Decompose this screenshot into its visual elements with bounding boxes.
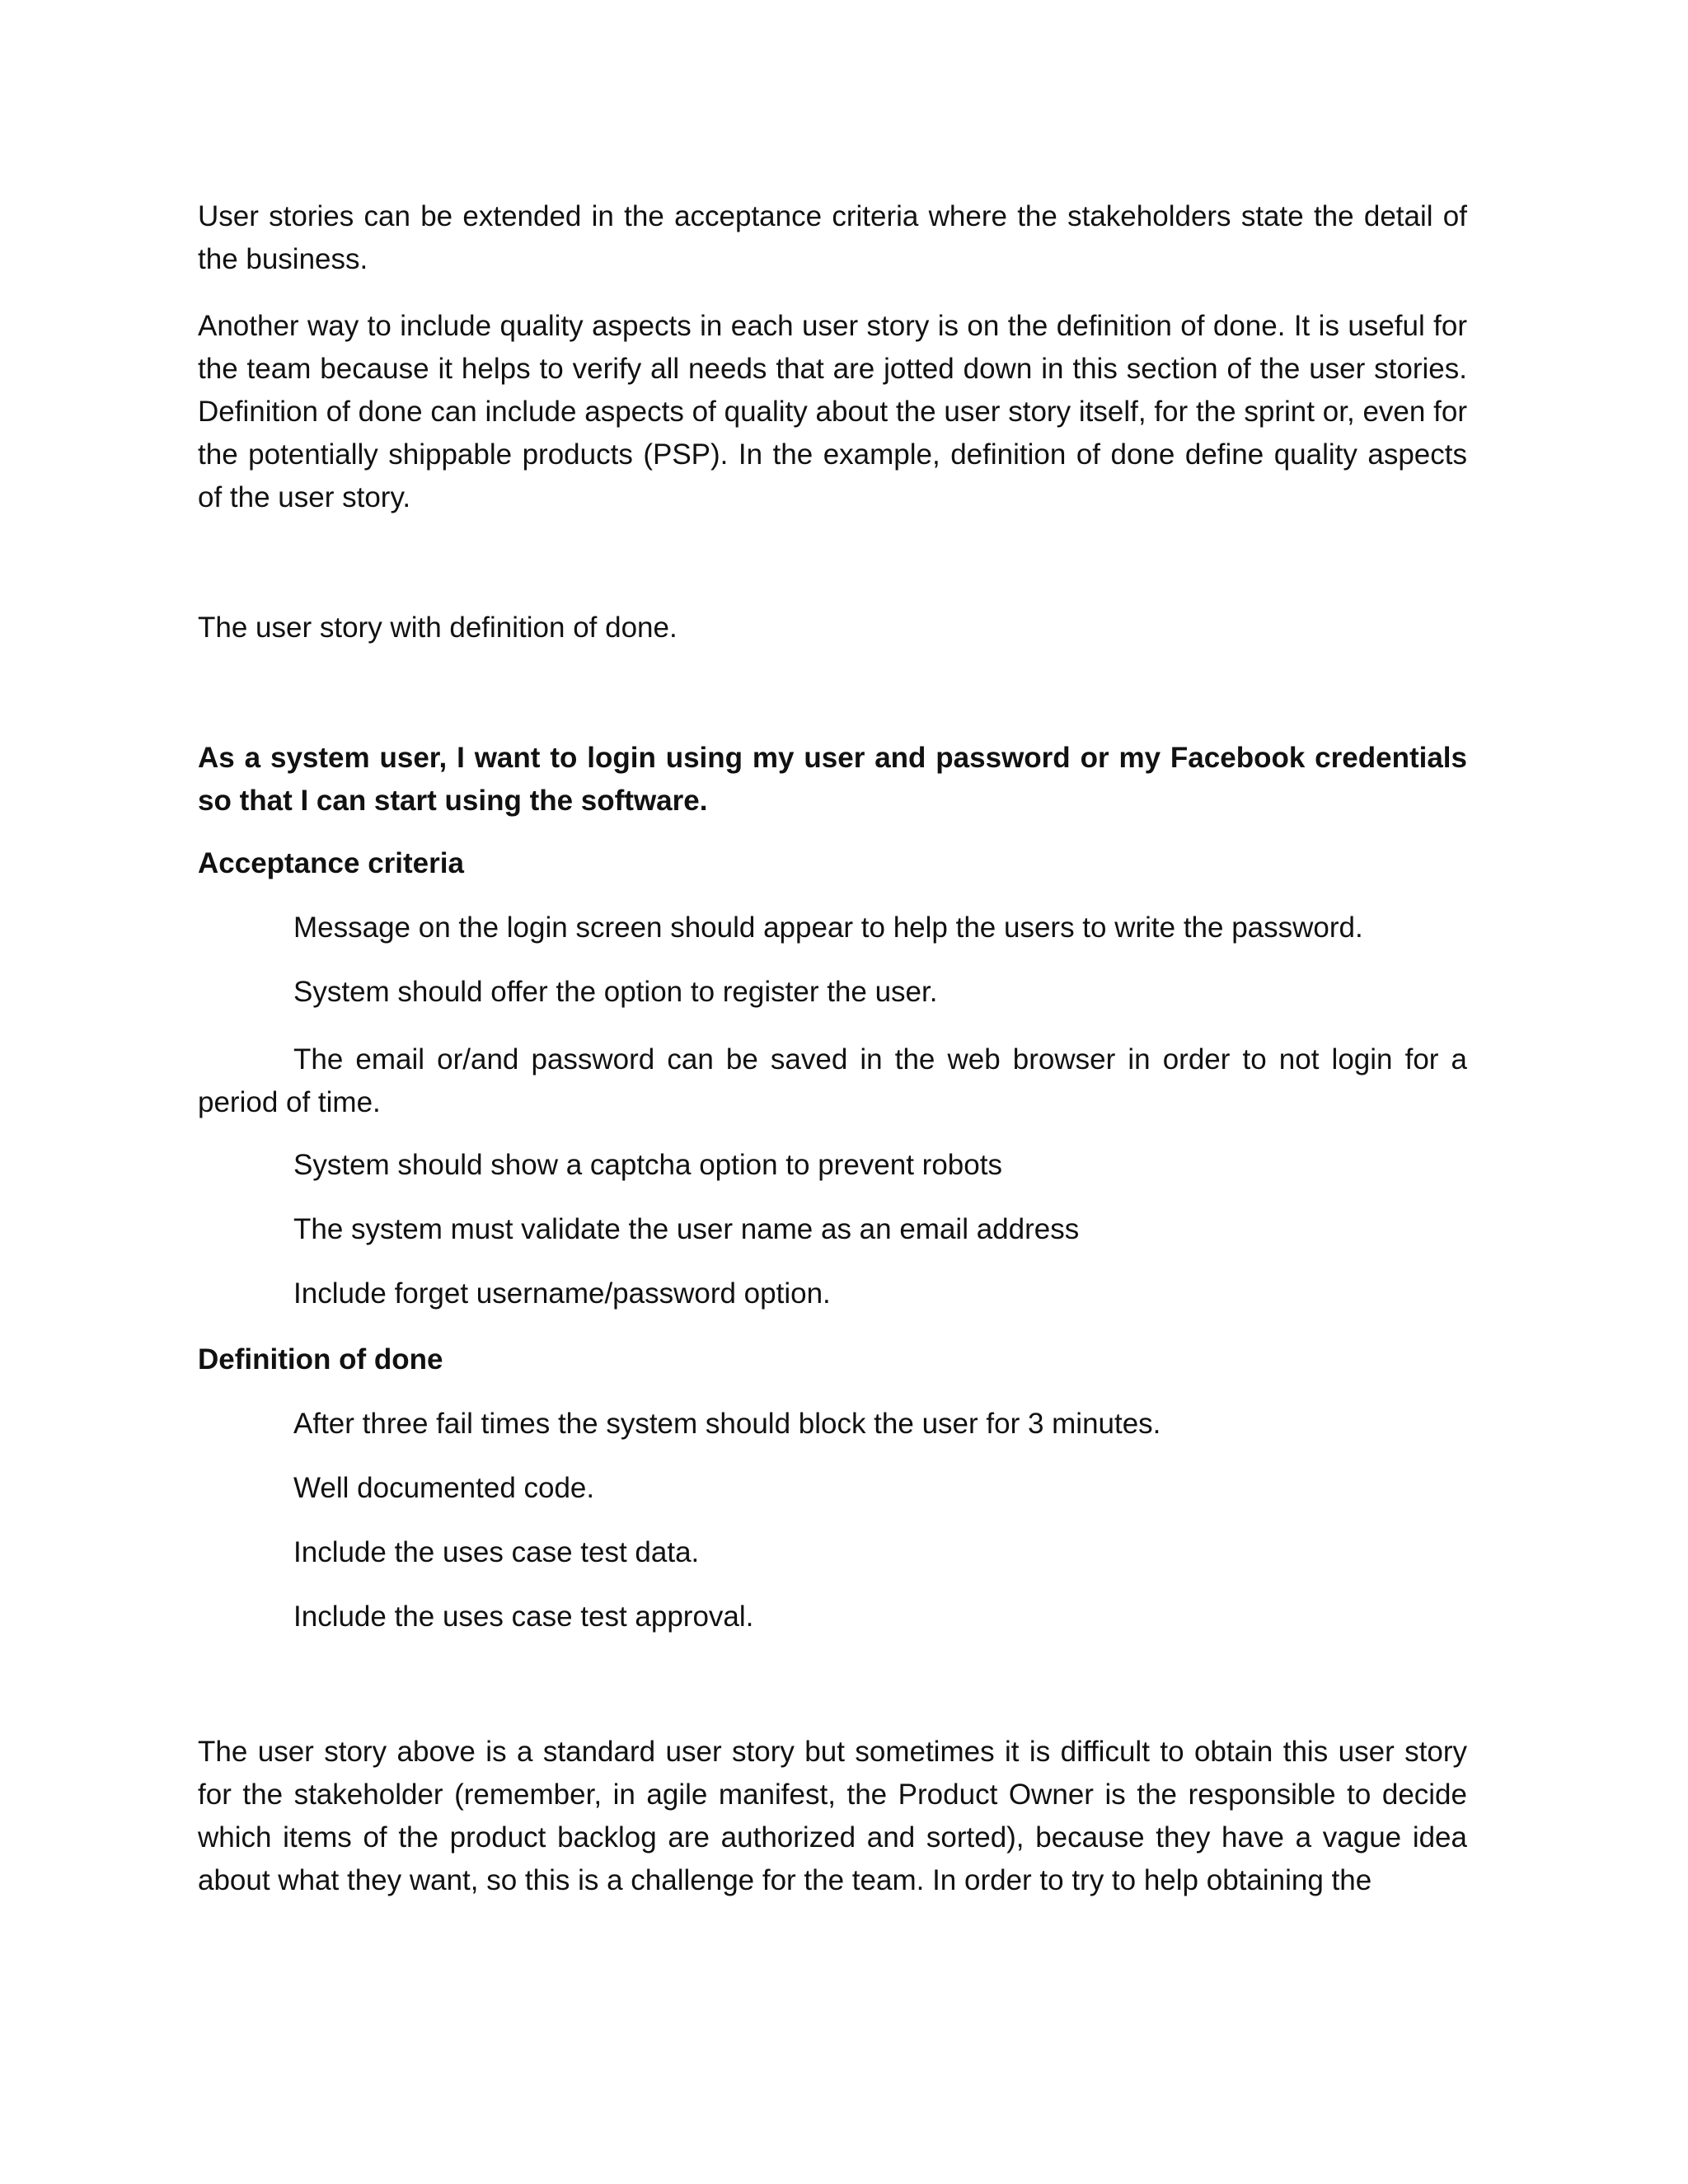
acceptance-criterion-3: The email or/and password can be saved in the web browser in order to not login for a period of time. [198,1043,1467,1118]
user-story-caption: The user story with definition of done. [198,612,678,644]
acceptance-criterion-2: System should offer the option to register the user. [293,976,938,1008]
intro-paragraph-1: User stories can be extended in the acceptance criteria where the stakeholders state the detail of the business. [198,200,1467,275]
acceptance-criterion-6: Include forget username/password option. [293,1277,831,1310]
intro-paragraph-2: Another way to include quality aspects in each user story is on the definition of done. It is useful for the team because it helps to verify all needs that are jotted down in this section of the user stories. Definition of done can include aspects of quality about the user story itself, for the sprint or, even for the potentially shippable products (PSP). In the example, definition of done define quality aspects of the user story. [198,310,1467,513]
definition-of-done-item-2: Well documented code. [293,1472,595,1504]
acceptance-criterion-1: Message on the login screen should appear to help the users to write the password. [293,912,1363,944]
closing-paragraph: The user story above is a standard user story but sometimes it is difficult to obtain this user story for the stakeholder (remember, in agile manifest, the Product Owner is the responsible to decide which items of the product backlog are authorized and sorted), because they have a vague idea about what they want, so this is a challenge for the team. In order to try to help obtaining the [198,1736,1467,1896]
acceptance-criterion-5: The system must validate the user name as an email address [293,1213,1080,1245]
acceptance-criteria-heading: Acceptance criteria [198,847,464,879]
user-story-statement: As a system user, I want to login using my user and password or my Facebook credentials so that I can start using the software. [198,742,1467,817]
definition-of-done-heading: Definition of done [198,1343,443,1376]
definition-of-done-item-4: Include the uses case test approval. [293,1601,754,1633]
definition-of-done-item-3: Include the uses case test data. [293,1536,700,1568]
acceptance-criterion-4: System should show a captcha option to prevent robots [293,1149,1002,1181]
definition-of-done-item-1: After three fail times the system should block the user for 3 minutes. [293,1408,1161,1440]
